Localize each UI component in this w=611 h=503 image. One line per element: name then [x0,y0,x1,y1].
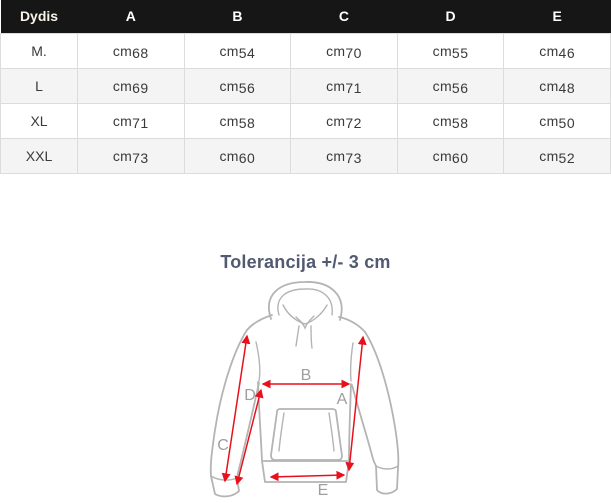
hoodie-diagram-svg [183,275,429,503]
tolerance-note: Tolerancija +/- 3 cm [220,251,391,272]
size-value-cell: cm46 [504,33,611,68]
size-chart-table [0,0,611,174]
size-value-cell: cm72 [291,103,398,138]
hoodie-measurement-diagram [0,275,611,503]
header-c: C [291,0,398,33]
size-value-cell: cm50 [504,103,611,138]
size-value-cell: cm71 [78,103,185,138]
label-c: C [216,436,229,454]
label-a: A [336,390,347,408]
arrow-d [237,390,261,484]
size-label: M. [1,33,78,68]
size-value-cell: cm56 [397,68,504,103]
size-value-cell: cm60 [184,138,291,173]
size-value-cell: cm71 [291,68,398,103]
size-value-cell: cm48 [504,68,611,103]
size-value-cell: cm73 [291,138,398,173]
size-value-cell: cm55 [397,33,504,68]
size-value-cell: cm58 [184,103,291,138]
table-row-m [1,33,611,68]
size-value-cell: cm52 [504,138,611,173]
label-d: D [243,386,256,404]
header-size: Dydis [1,0,78,33]
size-label: XXL [1,138,78,173]
size-value-cell: cm56 [184,68,291,103]
size-value-cell: cm58 [397,103,504,138]
size-label: XL [1,103,78,138]
size-label: L [1,68,78,103]
size-value-cell: cm54 [184,33,291,68]
size-value-cell: cm60 [397,138,504,173]
size-value-cell: cm70 [291,33,398,68]
table-row-l [1,68,611,103]
header-a: A [78,0,185,33]
label-e: E [317,481,328,499]
size-value-cell: cm68 [78,33,185,68]
size-value-cell: cm73 [78,138,185,173]
size-value-cell: cm69 [78,68,185,103]
arrow-e [271,475,344,477]
label-b: B [300,366,311,384]
table-row-xxl [1,138,611,173]
header-b: B [184,0,291,33]
header-e: E [504,0,611,33]
size-chart-header-row [1,0,611,33]
header-d: D [397,0,504,33]
table-row-xl [1,103,611,138]
